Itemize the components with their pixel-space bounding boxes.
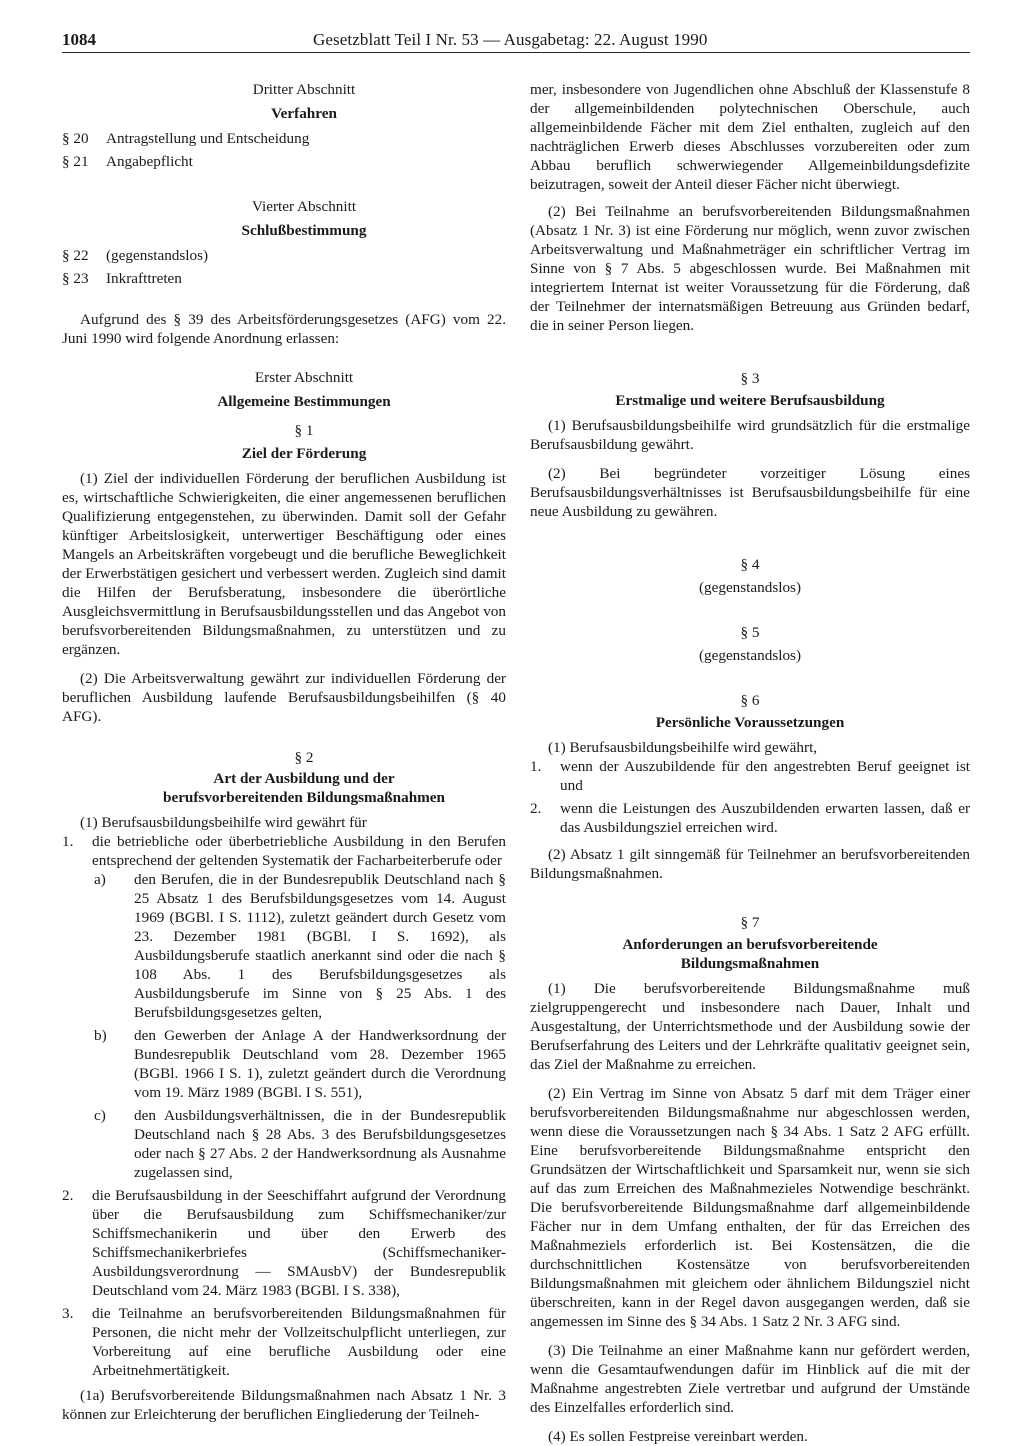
toc-list	[62, 129, 506, 171]
list-text: den Gewerben der Anlage A der Handwerksordnung der Bundesrepublik Deutschland vom 28. Dezember 1965 (BGBl. 1966 I S. 1), zuletzt geändert durch die Verordnung vom 19. März 1989 (BGBl. I S. 551),	[134, 1027, 506, 1101]
body-text: mer, insbesondere von Jugendlichen ohne Abschluß der Klassenstufe 8 der allgemeinbildenden polytechnischen Oberschule, auch allgemeinbildende Fächer mit dem Ziel enthalten, zugleich auf den nachträglichen Erwerb dieses Abschlusses vorzubereiten oder zum Abbau beruflich schwerwiegender Allgemeinbildungsdefizite beizutragen, soweit der Anteil dieser Fächer nicht überwiegt.	[530, 81, 970, 193]
paragraph-title: Anforderungen an berufsvorbereitende	[622, 936, 878, 953]
section-title: Verfahren	[271, 105, 337, 122]
paragraph-title: Persönliche Voraussetzungen	[655, 714, 845, 731]
body-text: (2) Bei begründeter vorzeitiger Lösung eines Berufsausbildungsverhältnisses ist Berufsausbildungsbeihilfe für eine neue Ausbildung zu gewähren.	[530, 465, 970, 520]
body-text: (2) Absatz 1 gilt sinngemäß für Teilnehmer an berufsvorbereitenden Bildungsmaßnahmen.	[530, 846, 970, 882]
list-text: die Teilnahme an berufsvorbereitenden Bildungsmaßnahmen für Personen, die nicht mehr der Vollzeitschulpflicht unterliegen, zur Vorbereitung auf eine berufliche Ausbildung oder eine Arbeitnehmertätigkeit.	[92, 1305, 506, 1379]
body-text: (1) Berufsausbildungsbeihilfe wird grundsätzlich für die erstmalige Berufsausbildung gewährt.	[530, 417, 970, 453]
toc-entry	[62, 129, 506, 148]
toc-entry	[62, 269, 506, 288]
paragraph-number: § 1	[294, 422, 314, 439]
toc-text: (gegenstandslos)	[106, 247, 209, 264]
body-text: (2) Bei Teilnahme an berufsvorbereitenden Bildungsmaßnahmen (Absatz 1 Nr. 3) ist eine Förderung nur möglich, wenn zuvor zwischen Arbeitsverwaltung und Maßnahmeträger ein schriftlicher Vertrag im Sinne von § 7 Abs. 5 abgeschlossen wurde. Bei Maßnahmen mit integriertem Internat ist weiter Voraussetzung für die Förderung, daß der Teilnehmer der internatsmäßigen Betreuung aus Gründen bedarf, die in seiner Person liegen.	[530, 203, 970, 334]
sub-item	[94, 1106, 506, 1182]
toc-number: § 22	[62, 247, 89, 264]
list-marker: 2.	[530, 800, 542, 817]
list-item	[530, 799, 970, 837]
list-marker: 3.	[62, 1305, 74, 1322]
body-text: (1a) Berufsvorbereitende Bildungsmaßnahmen nach Absatz 1 Nr. 3 können zur Erleichterung der beruflichen Eingliederung der Teilneh-	[62, 1387, 506, 1423]
toc-entry	[62, 246, 506, 265]
sub-item	[94, 870, 506, 1022]
list-marker: c)	[94, 1107, 106, 1124]
paragraph-text: (gegenstandslos)	[698, 579, 802, 596]
page-number: 1084	[62, 30, 96, 49]
list-marker: a)	[94, 871, 106, 888]
paragraph-title: Bildungsmaßnahmen	[680, 955, 820, 972]
list-text: die betriebliche oder überbetriebliche Ausbildung in den Berufen entsprechend der geltenden Systematik der Facharbeiterberufe oder	[92, 833, 506, 869]
toc-entry	[62, 152, 506, 171]
section-label: Vierter Abschnitt	[251, 198, 357, 215]
page-header	[62, 26, 970, 53]
body-text: (2) Die Arbeitsverwaltung gewährt zur individuellen Förderung der beruflichen Ausbildung laufende Berufsausbildungsbeihilfen (§ 40 AFG).	[62, 670, 506, 725]
paragraph-title: Ziel der Förderung	[241, 445, 367, 462]
left-column	[62, 80, 506, 1424]
toc-number: § 23	[62, 270, 89, 287]
paragraph-number: § 3	[740, 370, 760, 387]
list-text: wenn der Auszubildende für den angestrebten Beruf geeignet ist und	[560, 758, 970, 794]
right-column	[530, 80, 970, 1446]
list-text: den Berufen, die in der Bundesrepublik Deutschland nach § 25 Absatz 1 des Berufsbildungsgesetzes vom 14. August 1969 (BGBl. I S. 1112), zuletzt geändert durch Gesetz vom 23. Dezember 1981 (BGBl. I S. 1692), als Ausbildungsberufe staatlich anerkannt sind oder die nach § 108 Abs. 1 des Berufsbildungsgesetzes als Ausbildungsberufe im Sinne von § 25 Abs. 1 des Berufsbildungsgesetzes gelten,	[134, 871, 506, 1021]
sub-item	[94, 1026, 506, 1102]
body-text: (2) Ein Vertrag im Sinne von Absatz 5 darf mit dem Träger einer berufsvorbereitenden Bildungsmaßnahme nur abgeschlossen werden, wenn diese die Voraussetzungen nach § 34 Abs. 1 Satz 2 AFG erfüllt. Eine berufsvorbereitende Bildungsmaßnahme entspricht den Grundsätzen der Wirtschaftlichkeit und Sparsamkeit nur, wenn sie sich auf das zum Erreichen des Maßnahmezieles Notwendige beschränkt. Die berufsvorbereitende Bildungsmaßnahme darf allgemeinbildende Fächer nur in dem Umfang enthalten, der für das Erreichen des Maßnahmeziels erforderlich ist. Bei Kostensätzen, die die durchschnittlichen Kostensätze von berufsvorbereitenden Bildungsmaßnahmen mit gleichem oder ähnlichem Bildungsziel nicht überschreiten, kann in der Regel davon ausgegangen werden, daß sie angemessen im Sinne des § 34 Abs. 1 Satz 2 Nr. 3 AFG sind.	[530, 1085, 970, 1330]
paragraph-number: § 6	[740, 692, 760, 709]
body-text: (4) Es sollen Festpreise vereinbart werden.	[548, 1428, 808, 1445]
section-label: Dritter Abschnitt	[252, 81, 356, 98]
section-title: Allgemeine Bestimmungen	[217, 393, 391, 410]
section-title: Schlußbestimmung	[241, 222, 367, 239]
toc-number: § 20	[62, 130, 89, 147]
list-marker: 1.	[62, 833, 74, 850]
paragraph-number: § 7	[740, 914, 760, 931]
body-text: (1) Die berufsvorbereitende Bildungsmaßnahme muß zielgruppengerecht und insbesondere nach Dauer, Inhalt und Ausgestaltung, der Unterrichtsmethode und der Ausbildung sowie der Berufserfahrung des Leiters und der Lehrkräfte qualitativ geeignet sein, das Ziel der Maßnahme zu erreichen.	[530, 980, 970, 1073]
list-marker: 2.	[62, 1187, 74, 1204]
paragraph-text: (gegenstandslos)	[698, 647, 802, 664]
paragraph-title: Art der Ausbildung und der	[213, 770, 395, 787]
paragraph-number: § 5	[740, 624, 760, 641]
body-text: (1) Ziel der individuellen Förderung der beruflichen Ausbildung ist es, wirtschaftliche Schwierigkeiten, die einer angemessenen beruflichen Qualifizierung entgegenstehen, zu überwinden. Damit soll der Gefahr künftiger Arbeitslosigkeit, unterwertiger Beschäftigung oder eines Mangels an Arbeitskräften vorgebeugt und die berufliche Beweglichkeit der Erwerbstätigen gesichert und verbessert werden. Zugleich sind damit die Hilfen der Berufsberatung, insbesondere die überörtliche Ausgleichsvermittlung in Berufsausbildungsstellen und das Angebot von berufsvorbereitenden Bildungsmaßnahmen, zu unterstützen und zu ergänzen.	[62, 470, 506, 658]
list-item	[530, 757, 970, 795]
paragraph-title: berufsvorbereitenden Bildungsmaßnahmen	[163, 789, 445, 806]
list-item	[62, 1186, 506, 1300]
list-marker: 1.	[530, 758, 542, 775]
toc-list	[62, 246, 506, 288]
paragraph-number: § 4	[740, 556, 760, 573]
body-text: (3) Die Teilnahme an einer Maßnahme kann nur gefördert werden, wenn die Gesamtaufwendungen dafür im Hinblick auf die mit der Maßnahme angestrebten Ziele vertretbar und aufgrund der Umstände des Einzelfalles erforderlich sind.	[530, 1342, 970, 1416]
toc-text: Angabepflicht	[106, 153, 193, 170]
toc-text: Antragstellung und Entscheidung	[106, 130, 310, 147]
paragraph-number: § 2	[294, 749, 314, 766]
paragraph-title: Erstmalige und weitere Berufsausbildung	[615, 392, 885, 409]
list-text: die Berufsausbildung in der Seeschiffahrt aufgrund der Verordnung über die Berufsausbildung zum Schiffsmechaniker/zur Schiffsmechanikerin und über den Erwerb des Schiffsmechanikerbriefes (Schiffsmechaniker-Ausbildungsverordnung — SMAusbV) der Bundesrepublik Deutschland vom 24. März 1983 (BGBl. I S. 338),	[92, 1187, 506, 1299]
header-title: Gesetzblatt Teil I Nr. 53 — Ausgabetag: 22. August 1990	[313, 30, 708, 49]
body-text: (1) Berufsausbildungsbeihilfe wird gewährt,	[548, 739, 818, 756]
body-text: (1) Berufsausbildungsbeihilfe wird gewährt für	[80, 814, 367, 831]
list-text: wenn die Leistungen des Auszubildenden erwarten lassen, daß er das Ausbildungsziel erreichen wird.	[560, 800, 970, 836]
toc-number: § 21	[62, 153, 89, 170]
list-item	[62, 832, 506, 870]
preamble: Aufgrund des § 39 des Arbeitsförderungsgesetzes (AFG) vom 22. Juni 1990 wird folgende Anordnung erlassen:	[62, 311, 506, 347]
section-label: Erster Abschnitt	[254, 369, 354, 386]
list-marker: b)	[94, 1027, 107, 1044]
toc-text: Inkrafttreten	[106, 270, 182, 287]
list-text: den Ausbildungsverhältnissen, die in der Bundesrepublik Deutschland nach § 28 Abs. 3 des Berufsbildungsgesetzes oder nach § 27 Abs. 2 der Handwerksordnung als Ausnahme zugelassen sind,	[134, 1107, 506, 1181]
list-item	[62, 1304, 506, 1380]
